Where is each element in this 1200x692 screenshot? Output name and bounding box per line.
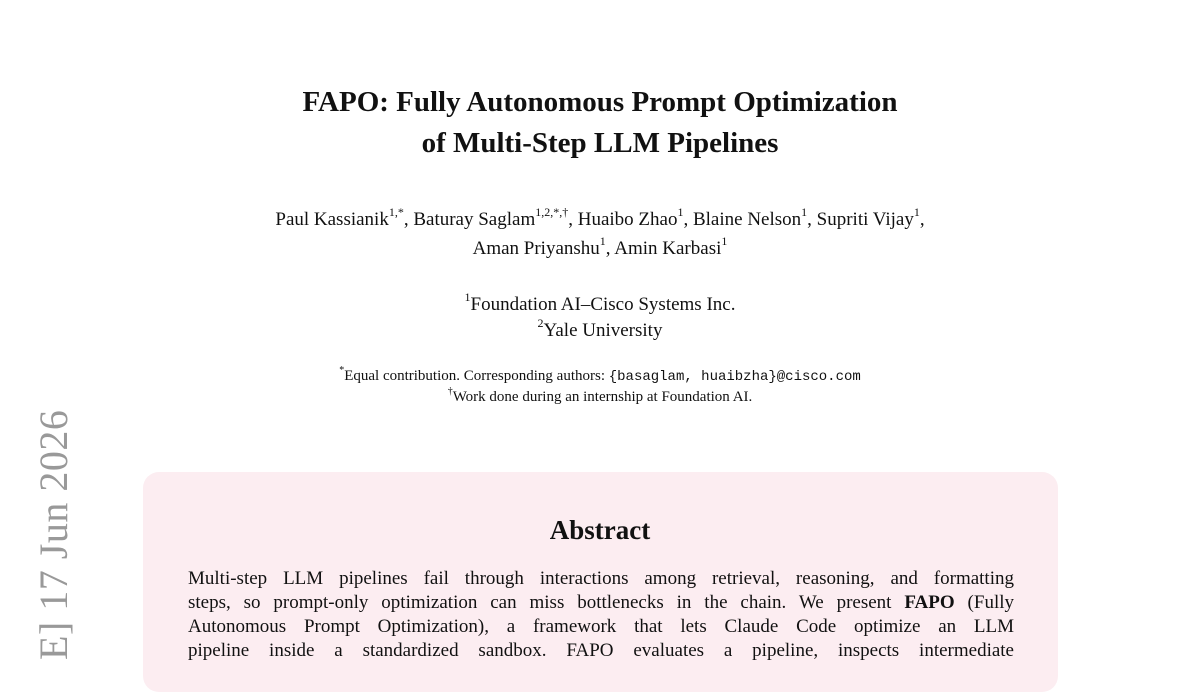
internship-note <box>0 387 1200 407</box>
author-name: Huaibo Zhao <box>577 209 678 230</box>
author-separator: , <box>919 209 925 230</box>
author-separator: , <box>807 209 817 230</box>
abstract-line: Autonomous Prompt Optimization), a framework that lets Claude Code optimize an LLM <box>188 616 1014 637</box>
abstract-body <box>188 567 1014 663</box>
author-affil-mark: 1,* <box>388 204 404 219</box>
author-affil-mark: 1,2,*,† <box>535 204 569 219</box>
affiliation-1 <box>0 289 1200 318</box>
title-line-1: FAPO: Fully Autonomous Prompt Optimization <box>302 86 898 118</box>
author-affil-mark: 1 <box>721 233 728 248</box>
author-name: Blaine Nelson <box>692 209 802 230</box>
abstract-method-name: FAPO <box>904 592 955 613</box>
equal-contribution-note <box>0 366 1200 387</box>
author-separator: , <box>403 209 414 230</box>
abstract-line <box>188 591 1014 615</box>
affiliation-name: Yale University <box>543 320 663 341</box>
abstract-text: (Fully <box>954 592 1014 613</box>
title-line-2: of Multi-Step LLM Pipelines <box>421 127 779 159</box>
affiliation-2 <box>0 315 1200 344</box>
abstract-heading: Abstract <box>549 515 651 545</box>
arxiv-side-stamp: E] 17 Jun 2026 <box>31 409 76 660</box>
author-name: Paul Kassianik <box>275 209 389 230</box>
note-text: Work done during an internship at Foundation AI. <box>452 389 753 405</box>
author-name: Amin Karbasi <box>614 238 722 259</box>
abstract-line: Multi-step LLM pipelines fail through interactions among retrieval, reasoning, and formatting <box>188 568 1014 589</box>
author-list <box>0 205 1200 263</box>
note-text: Equal contribution. Corresponding authors: <box>344 368 609 384</box>
author-affil-mark: 1 <box>677 204 684 219</box>
author-line-1 <box>0 205 1200 234</box>
corresponding-email: {basaglam, huaibzha}@cisco.com <box>608 369 861 385</box>
author-affil-mark: 1 <box>599 233 606 248</box>
note-mark: † <box>447 386 453 397</box>
author-name: Baturay Saglam <box>413 209 536 230</box>
abstract-line: pipeline inside a standardized sandbox. FAPO evaluates a pipeline, inspects intermediate <box>188 640 1014 661</box>
author-name: Aman Priyanshu <box>472 238 600 259</box>
author-separator: , <box>683 209 693 230</box>
affiliation-mark: 1 <box>464 289 471 304</box>
note-mark: * <box>339 365 345 376</box>
author-name: Supriti Vijay <box>816 209 914 230</box>
author-affil-mark: 1 <box>913 204 920 219</box>
author-affil-mark: 1 <box>801 204 808 219</box>
affiliation-mark: 2 <box>537 315 544 330</box>
abstract-text: steps, so prompt-only optimization can miss bottlenecks in the chain. We present <box>188 592 905 613</box>
affiliation-name: Foundation AI–Cisco Systems Inc. <box>470 294 736 315</box>
affiliation-list <box>0 289 1200 344</box>
author-notes <box>0 366 1200 407</box>
author-separator: , <box>605 238 615 259</box>
paper-title <box>0 82 1200 164</box>
author-separator: , <box>568 209 578 230</box>
author-line-2 <box>0 234 1200 263</box>
